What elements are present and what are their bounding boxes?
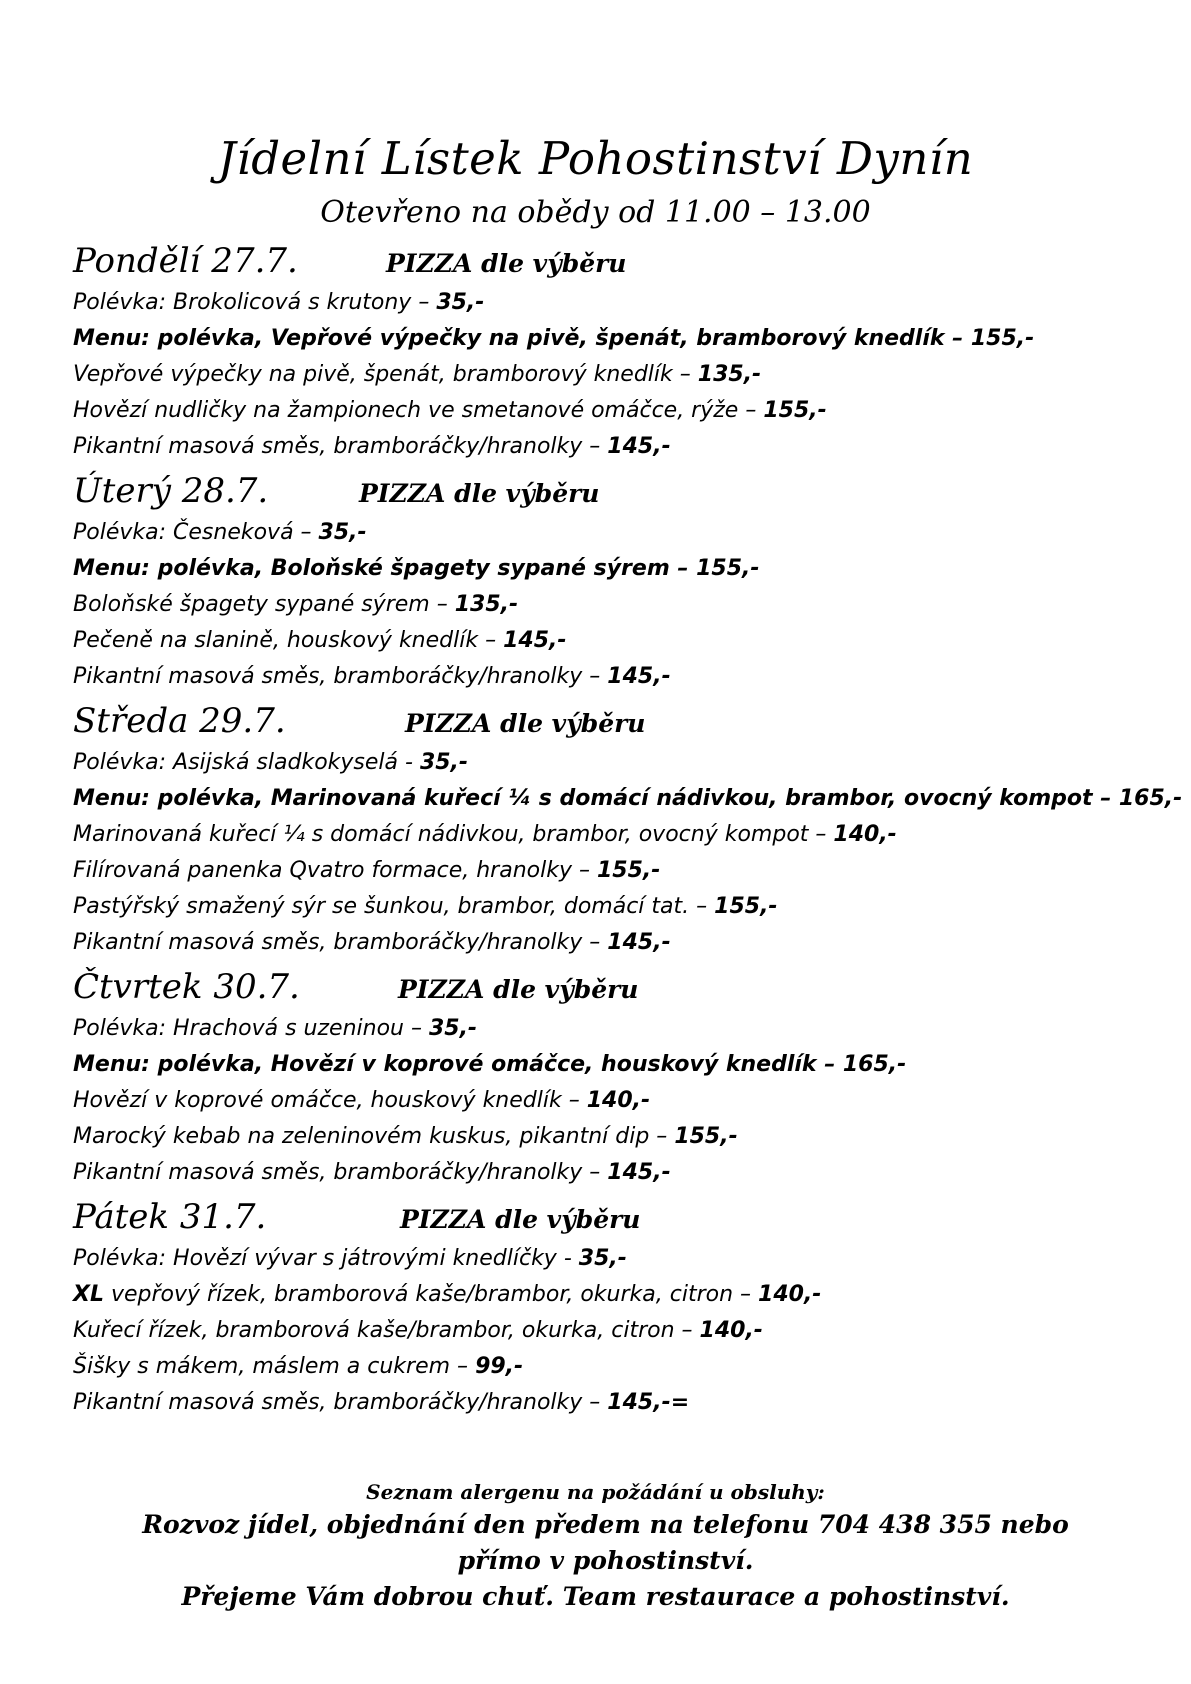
item-description: Filírovaná panenka Qvatro formace, hranolky – bbox=[73, 858, 597, 883]
item-description: Šišky s mákem, máslem a cukrem – bbox=[73, 1354, 476, 1379]
item-description: Marinovaná kuřecí ¼ s domácí nádivkou, brambor, ovocný kompot – bbox=[73, 822, 834, 847]
item-description: Kuřecí řízek, bramborová kaše/brambor, okurka, citron – bbox=[73, 1318, 700, 1343]
item-description: Vepřové výpečky na pivě, špenát, bramborový knedlík – bbox=[73, 362, 698, 387]
pizza-note: PIZZA dle výběru bbox=[398, 975, 639, 1004]
item-price: 140,- bbox=[586, 1088, 651, 1113]
pizza-note: PIZZA dle výběru bbox=[359, 479, 600, 508]
day-name: Pondělí 27.7. bbox=[73, 241, 298, 281]
item-price: 155,- bbox=[696, 556, 760, 581]
footer bbox=[0, 1477, 1191, 1615]
day-header bbox=[73, 1191, 1173, 1241]
menu-item bbox=[73, 925, 1173, 961]
menu-item bbox=[73, 781, 1183, 817]
menu-item bbox=[73, 1119, 1173, 1155]
item-description: vepřový řízek, bramborová kaše/brambor, okurka, citron – bbox=[103, 1282, 759, 1307]
item-description: Pikantní masová směs, bramboráčky/hranolky – bbox=[73, 434, 608, 459]
page-title: Jídelní Lístek Pohostinství Dynín bbox=[217, 132, 974, 185]
day-name: Čtvrtek 30.7. bbox=[73, 967, 300, 1007]
item-price: 155,- bbox=[970, 326, 1035, 351]
item-description: Marocký kebab na zeleninovém kuskus, pikantní dip – bbox=[73, 1124, 675, 1149]
item-price: 155,- bbox=[674, 1124, 738, 1149]
day-header bbox=[73, 465, 1173, 515]
day-header bbox=[73, 695, 1173, 745]
menu-item bbox=[73, 889, 1173, 925]
item-price: 145,- bbox=[607, 434, 671, 459]
day-header bbox=[73, 961, 1173, 1011]
menu-item bbox=[73, 551, 1173, 587]
day-section bbox=[73, 695, 1183, 961]
day-section bbox=[73, 235, 1173, 465]
item-price: 35,- bbox=[318, 520, 367, 545]
greeting: Přejeme Vám dobrou chuť. Team restaurace a pohostinství. bbox=[181, 1582, 1010, 1611]
menu-item bbox=[73, 1155, 1173, 1191]
item-price: 145,- bbox=[607, 1160, 671, 1185]
item-price: 145,- bbox=[607, 664, 671, 689]
pizza-note: PIZZA dle výběru bbox=[405, 709, 646, 738]
item-description: Pikantní masová směs, bramboráčky/hranolky – bbox=[73, 1160, 608, 1185]
item-description: Polévka: Brokolicová s krutony – bbox=[73, 290, 437, 315]
menu-item bbox=[73, 1047, 1173, 1083]
item-description: Pastýřský smažený sýr se šunkou, brambor, domácí tat. – bbox=[73, 894, 715, 919]
item-price: 35,- bbox=[428, 1016, 478, 1041]
menu-item bbox=[73, 1011, 1173, 1047]
item-description: Polévka: Česneková – bbox=[73, 520, 319, 545]
menu-item bbox=[73, 1385, 1173, 1421]
menu-item bbox=[73, 393, 1173, 429]
menu-item bbox=[73, 1277, 1173, 1313]
menu-item bbox=[73, 285, 1173, 321]
item-price: 145,-= bbox=[607, 1390, 690, 1415]
item-price: 140,- bbox=[833, 822, 897, 847]
menu-item bbox=[73, 817, 1173, 853]
pizza-note: PIZZA dle výběru bbox=[386, 249, 627, 278]
item-price: 145,- bbox=[607, 930, 671, 955]
item-size-prefix: XL bbox=[73, 1282, 104, 1307]
menu-item bbox=[73, 659, 1173, 695]
item-price: 135,- bbox=[454, 592, 519, 617]
item-description: Menu: polévka, Marinovaná kuřecí ¼ s domácí nádivkou, brambor, ovocný kompot – bbox=[73, 786, 1119, 811]
item-price: 165,- bbox=[1118, 786, 1183, 811]
menu-item bbox=[73, 745, 1173, 781]
item-description: Menu: polévka, Hovězí v koprové omáčce, houskový knedlík – bbox=[73, 1052, 843, 1077]
item-description: Hovězí v koprové omáčce, houskový knedlík – bbox=[73, 1088, 587, 1113]
day-name: Úterý 28.7. bbox=[73, 471, 269, 511]
menu-item bbox=[73, 515, 1173, 551]
item-description: Menu: polévka, Vepřové výpečky na pivě, špenát, bramborový knedlík – bbox=[73, 326, 971, 351]
menu-item bbox=[73, 623, 1173, 659]
allergen-note: Seznam alergenu na požádání u obsluhy: bbox=[366, 1480, 825, 1504]
item-price: 140,- bbox=[758, 1282, 822, 1307]
item-price: 145,- bbox=[503, 628, 567, 653]
item-price: 135,- bbox=[697, 362, 762, 387]
item-description: Menu: polévka, Boloňské špagety sypané sýrem – bbox=[73, 556, 697, 581]
menu-item bbox=[73, 357, 1173, 393]
day-name: Středa 29.7. bbox=[73, 701, 286, 741]
item-price: 99,- bbox=[475, 1354, 524, 1379]
day-header bbox=[73, 235, 1173, 285]
menu-item bbox=[73, 587, 1173, 623]
item-description: Polévka: Hovězí vývar s játrovými knedlíčky - bbox=[73, 1246, 579, 1271]
opening-hours: Otevřeno na obědy od 11.00 – 13.00 bbox=[320, 195, 871, 230]
menu-item bbox=[73, 1349, 1173, 1385]
item-description: Boloňské špagety sypané sýrem – bbox=[73, 592, 455, 617]
item-description: Polévka: Asijská sladkokyselá - bbox=[73, 750, 420, 775]
menu-item bbox=[73, 321, 1173, 357]
menu-item bbox=[73, 1313, 1173, 1349]
item-price: 35,- bbox=[578, 1246, 627, 1271]
menu-days bbox=[73, 235, 1183, 1421]
menu-item bbox=[73, 853, 1173, 889]
item-price: 140,- bbox=[699, 1318, 763, 1343]
delivery-note: Rozvoz jídel, objednání den předem na telefonu 704 438 355 nebo přímo v pohostinství. bbox=[142, 1510, 1069, 1575]
item-price: 155,- bbox=[714, 894, 778, 919]
menu-item bbox=[73, 1241, 1173, 1277]
item-price: 35,- bbox=[436, 290, 485, 315]
menu-item bbox=[73, 1083, 1173, 1119]
pizza-note: PIZZA dle výběru bbox=[400, 1205, 641, 1234]
day-section bbox=[73, 465, 1173, 695]
menu-item bbox=[73, 429, 1173, 465]
day-section bbox=[73, 1191, 1173, 1421]
item-price: 155,- bbox=[763, 398, 827, 423]
item-price: 155,- bbox=[596, 858, 661, 883]
item-description: Pikantní masová směs, bramboráčky/hranolky – bbox=[73, 930, 608, 955]
item-description: Pikantní masová směs, bramboráčky/hranolky – bbox=[73, 664, 608, 689]
item-price: 35,- bbox=[419, 750, 469, 775]
day-name: Pátek 31.7. bbox=[73, 1197, 267, 1237]
item-description: Hovězí nudličky na žampionech ve smetanové omáčce, rýže – bbox=[73, 398, 764, 423]
item-price: 165,- bbox=[842, 1052, 907, 1077]
day-section bbox=[73, 961, 1173, 1191]
item-description: Pikantní masová směs, bramboráčky/hranolky – bbox=[73, 1390, 608, 1415]
item-description: Polévka: Hrachová s uzeninou – bbox=[73, 1016, 429, 1041]
item-description: Pečeně na slanině, houskový knedlík – bbox=[73, 628, 504, 653]
